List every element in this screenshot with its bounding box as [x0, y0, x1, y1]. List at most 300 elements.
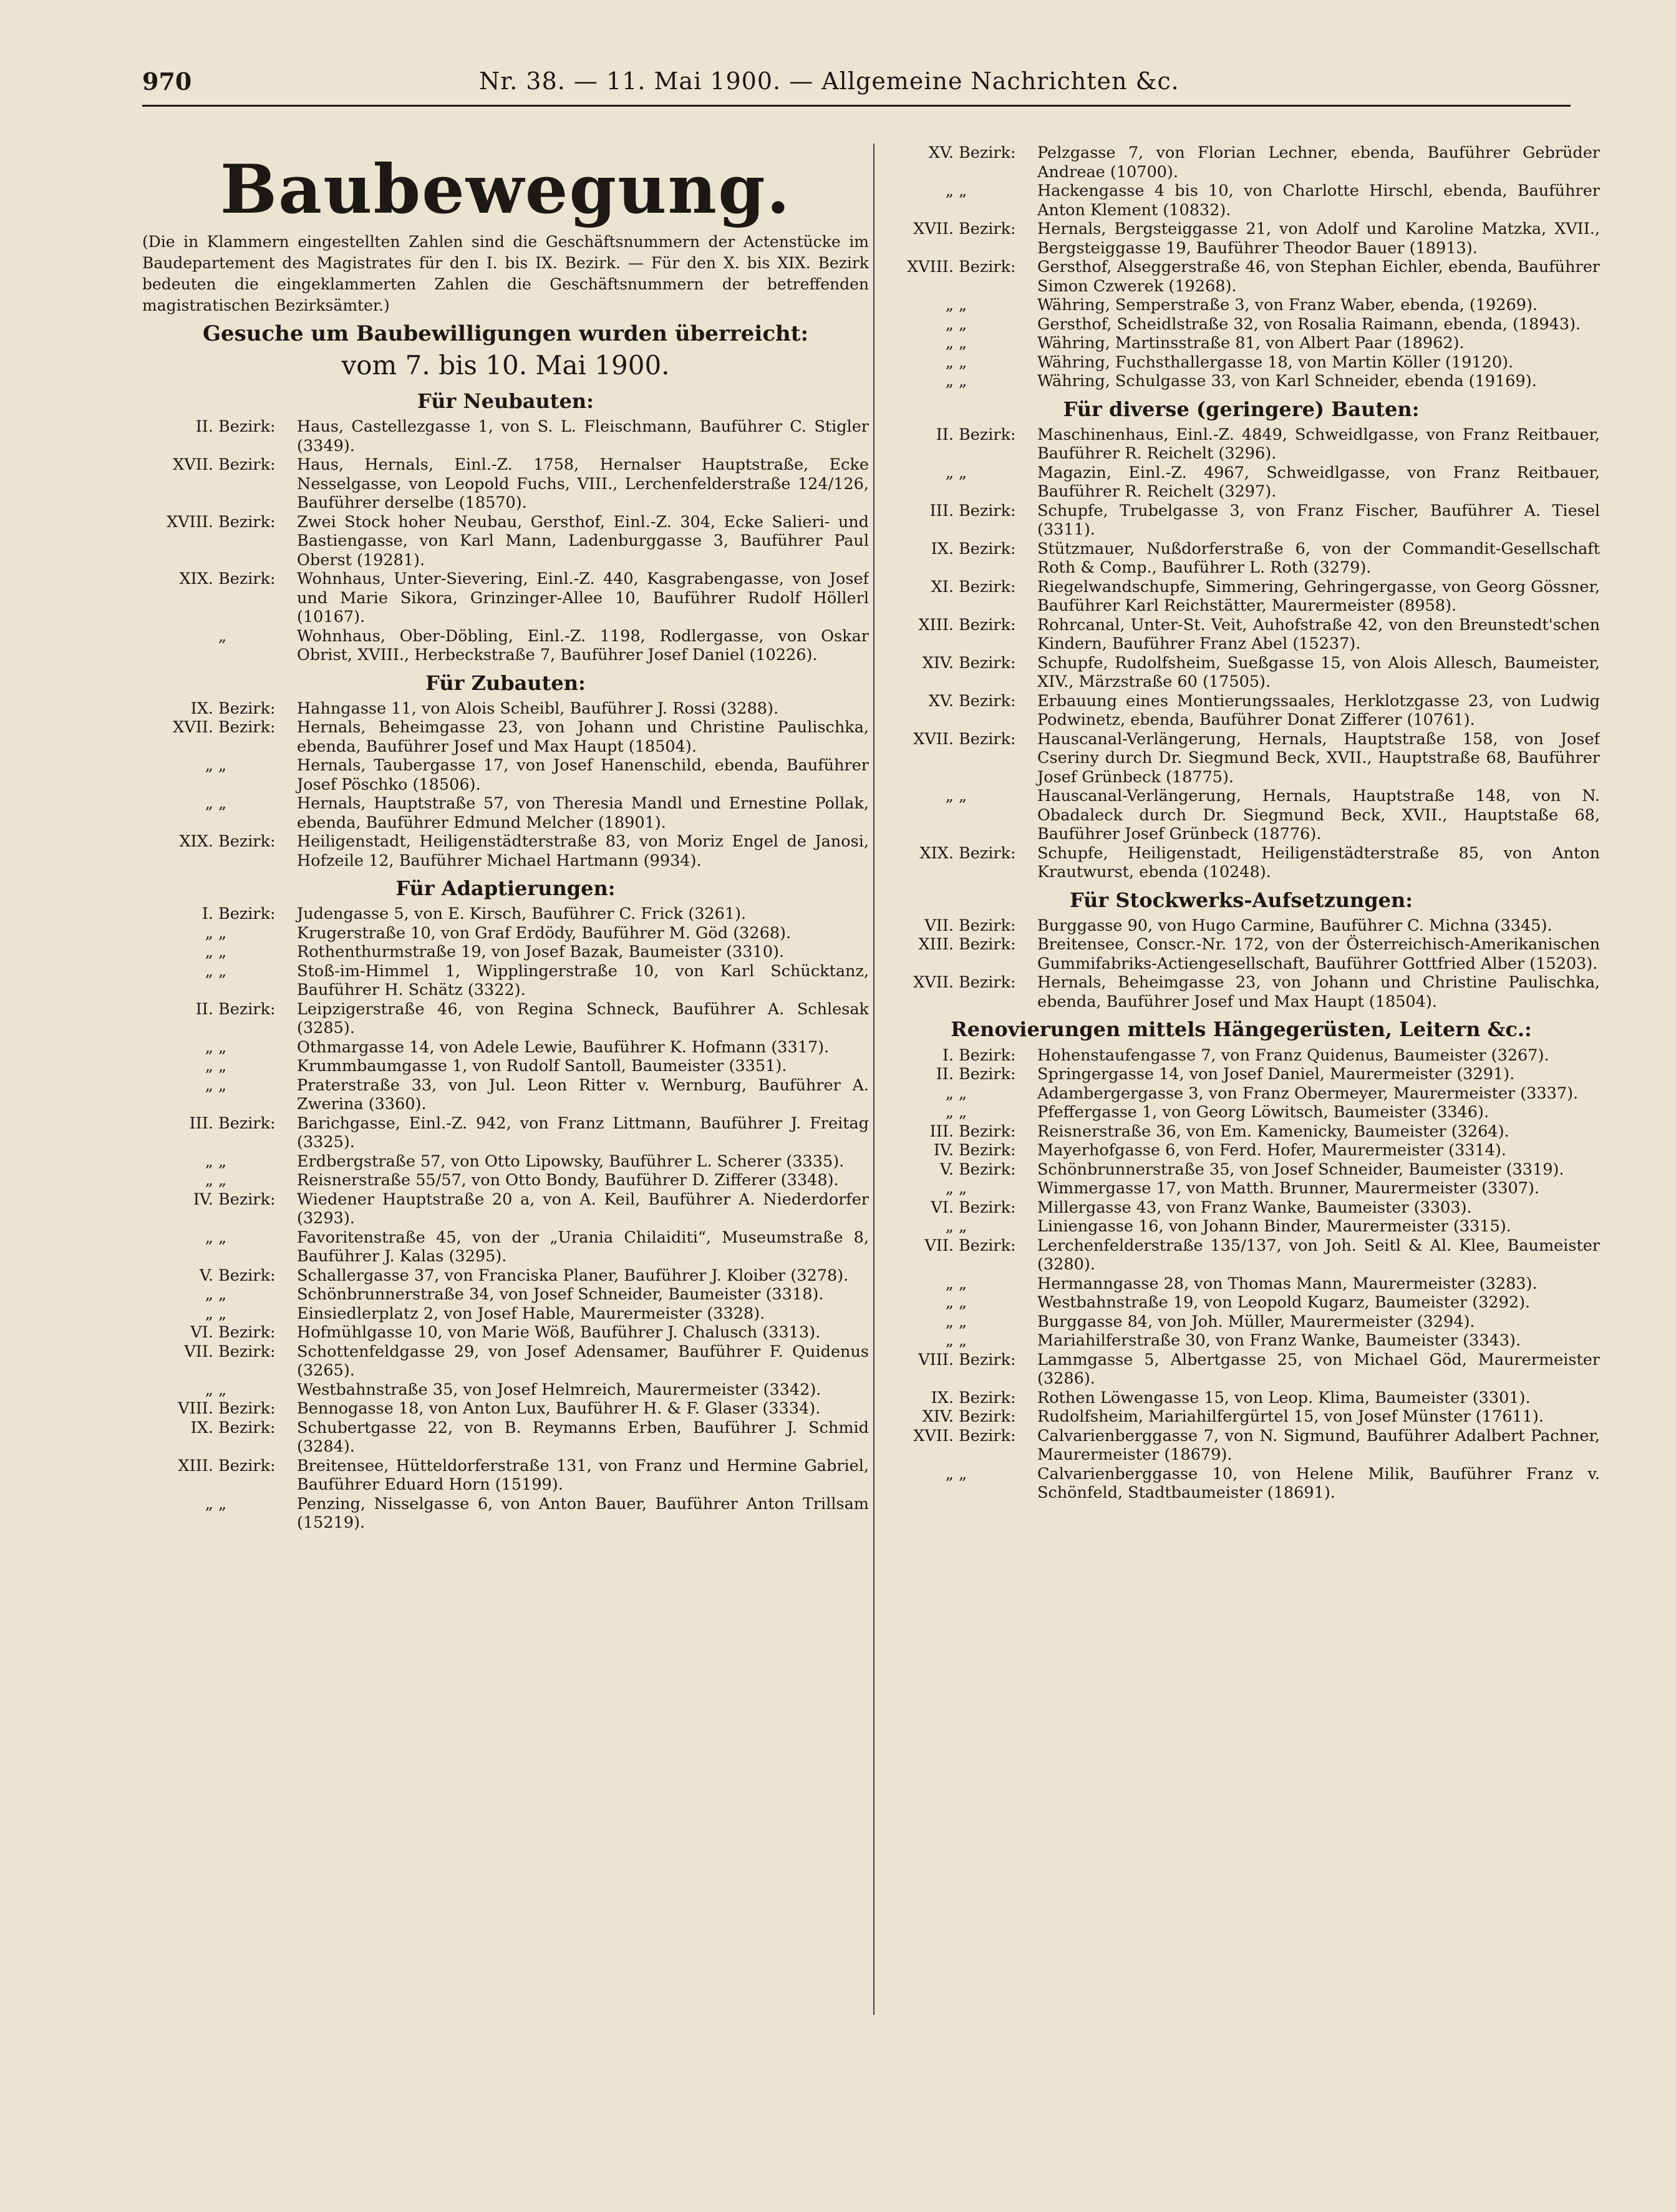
district-word: Bezirk:	[959, 143, 1016, 162]
district-word: Bezirk:	[959, 843, 1016, 863]
entry-label	[883, 1160, 1037, 1180]
district-word: „	[959, 352, 967, 372]
district-number: „	[205, 1304, 213, 1323]
list-entry	[142, 832, 869, 870]
entry-label	[883, 1217, 1037, 1236]
district-number: VIII.	[918, 1350, 954, 1369]
entry-text: Hahngasse 11, von Alois Scheibl, Bauführer J. Rossi (3288).	[297, 699, 779, 718]
list-entry	[883, 973, 1600, 1011]
district-number: „	[205, 794, 213, 813]
district-word: „	[959, 296, 967, 314]
district-number: „	[205, 756, 213, 775]
entry-text: Westbahnstraße 35, von Josef Helmreich, Maurermeister (3342).	[297, 1380, 821, 1399]
district-word: Bezirk:	[218, 1399, 276, 1419]
entry-label	[883, 502, 1037, 540]
district-word: Bezirk:	[959, 425, 1016, 444]
district-word: „	[959, 372, 967, 390]
district-number: „	[945, 314, 954, 334]
district-number: XV.	[928, 691, 954, 711]
district-number: „	[205, 923, 213, 943]
entry-label	[883, 296, 1037, 315]
district-number: „	[945, 1179, 954, 1198]
district-word: „	[959, 787, 967, 806]
district-word: Bezirk:	[218, 1190, 276, 1209]
list-entry	[142, 1419, 869, 1457]
entry-label	[883, 143, 1037, 182]
district-word: „	[218, 1171, 227, 1190]
district-number: VI.	[190, 1323, 213, 1342]
entry-label	[142, 1114, 297, 1152]
entry-label	[142, 627, 297, 665]
right-column	[883, 143, 1600, 2077]
district-word: „	[218, 1380, 227, 1399]
list-entry	[883, 1084, 1600, 1104]
entry-label	[883, 1103, 1037, 1122]
section-heading: Für Stockwerks-Aufsetzungen:	[1069, 888, 1413, 912]
district-number: IX.	[931, 539, 954, 558]
district-number: „	[205, 1057, 213, 1076]
district-number: XVII.	[913, 973, 954, 992]
entry-text: Breitensee, Hütteldorferstraße 131, von Franz und Hermine Gabriel, Bauführer Eduard Horn (15199).	[297, 1456, 869, 1495]
district-word: Bezirk:	[218, 455, 276, 475]
list-entry	[142, 417, 869, 455]
entry-label	[142, 905, 297, 924]
list-entry	[883, 1274, 1600, 1294]
district-word: „	[959, 1217, 967, 1236]
district-number: „	[945, 1103, 954, 1122]
entry-text: Rothen Löwengasse 15, von Leop. Klima, Baumeister (3301).	[1037, 1388, 1531, 1407]
list-entry	[142, 1000, 869, 1038]
entry-text: Gersthof, Alseggerstraße 46, von Stephan Eichler, ebenda, Bauführer Simon Czwerek (19268).	[1037, 258, 1600, 296]
entry-label	[883, 616, 1037, 654]
list-entry	[142, 756, 869, 794]
entry-label	[883, 1198, 1037, 1218]
district-word: Bezirk:	[959, 1141, 1016, 1160]
entry-label	[142, 1285, 297, 1304]
district-number: III.	[189, 1113, 213, 1133]
entry-label	[142, 924, 297, 943]
district-word: Bezirk:	[959, 1160, 1016, 1179]
district-word: Bezirk:	[959, 1388, 1016, 1407]
list-entry	[883, 1389, 1600, 1408]
list-entry	[883, 1236, 1600, 1274]
entry-label	[883, 1293, 1037, 1312]
list-entry	[142, 943, 869, 962]
entry-label	[883, 1084, 1037, 1104]
list-entry	[142, 1323, 869, 1342]
list-entry	[883, 143, 1600, 182]
entry-label	[883, 1274, 1037, 1294]
district-word: „	[218, 1057, 227, 1076]
list-entry	[142, 718, 869, 756]
district-word: Bezirk:	[218, 905, 276, 924]
district-number: VII.	[924, 916, 954, 935]
entry-text: Magazin, Einl.-Z. 4967, Schweidlgasse, von Franz Reitbauer, Bauführer R. Reichelt (3297).	[1037, 463, 1600, 502]
entry-text: Schallergasse 37, von Franciska Planer, Bauführer J. Kloiber (3278).	[297, 1266, 849, 1285]
district-word: Bezirk:	[959, 577, 1016, 596]
entry-text: Hofmühlgasse 10, von Marie Wöß, Bauführer J. Chalusch (3313).	[297, 1323, 821, 1342]
district-word: „	[959, 1274, 967, 1293]
list-entry	[142, 1399, 869, 1419]
entry-label	[142, 756, 297, 794]
district-number: „	[205, 1037, 213, 1057]
entry-text: Pfeffergasse 1, von Georg Löwitsch, Baumeister (3346).	[1037, 1103, 1490, 1122]
list-entry	[142, 513, 869, 570]
entry-text: Calvarienberggasse 7, von N. Sigmund, Bauführer Adalbert Pachner, Maurermeister (18679).	[1037, 1426, 1600, 1465]
district-number: XVII.	[913, 1426, 954, 1445]
district-number: „	[945, 334, 954, 352]
entry-label	[883, 1046, 1037, 1065]
entry-label	[883, 787, 1037, 844]
list-entry	[142, 1304, 869, 1324]
district-number: „	[205, 961, 213, 981]
entry-label	[142, 699, 297, 719]
list-entry	[142, 1285, 869, 1304]
district-number: „	[945, 372, 954, 390]
entry-label	[142, 417, 297, 455]
district-number: „	[205, 1171, 213, 1190]
entry-text: Schupfe, Rudolfsheim, Sueßgasse 15, von Alois Allesch, Baumeister, XIV., Märzstraße 60 (17505).	[1037, 653, 1600, 692]
list-entry	[883, 654, 1600, 692]
entry-label	[883, 1122, 1037, 1142]
entry-label	[883, 654, 1037, 692]
entry-label	[142, 1399, 297, 1419]
entry-text: Adambergergasse 3, von Franz Obermeyer, Maurermeister (3337).	[1037, 1084, 1579, 1103]
district-number: IX.	[190, 1418, 213, 1437]
entry-label	[883, 935, 1037, 973]
entry-label	[883, 1312, 1037, 1332]
entry-text: Schupfe, Trubelgasse 3, von Franz Fischer, Bauführer A. Tiesel (3311).	[1037, 501, 1600, 540]
entry-label	[883, 973, 1037, 1011]
entry-text: Hauscanal-Verlängerung, Hernals, Hauptstraße 148, von N. Obadaleck durch Dr. Siegmund Beck, XVII., Hauptstaße 68, Bauführer Josef Grünbeck (18776).	[1037, 787, 1600, 844]
entry-text: Burggasse 84, von Joh. Müller, Maurermeister (3294).	[1037, 1312, 1475, 1331]
entry-label	[142, 1171, 297, 1190]
list-entry	[883, 1179, 1600, 1198]
section-heading: Für Adaptierungen:	[395, 876, 616, 901]
district-number: IX.	[190, 699, 213, 718]
district-number: IV.	[933, 1141, 954, 1160]
district-number: „	[945, 787, 954, 806]
left-sections	[142, 388, 869, 1533]
district-number: „	[945, 352, 954, 372]
entry-text: Zwei Stock hoher Neubau, Gersthof, Einl.-Z. 304, Ecke Salieri- und Bastiengasse, von Karl Mann, Ladenburggasse 3, Bauführer Paul Oberst (19281).	[297, 512, 869, 570]
entry-label	[142, 570, 297, 627]
list-entry	[883, 578, 1600, 616]
district-word: Bezirk:	[959, 1198, 1016, 1217]
entry-label	[142, 943, 297, 962]
entry-text: Wimmergasse 17, von Matth. Brunner, Maurermeister (3307).	[1037, 1179, 1539, 1198]
list-entry	[883, 353, 1600, 372]
entry-label	[142, 1495, 297, 1533]
district-word: „	[218, 1152, 227, 1171]
district-word: „	[218, 1304, 227, 1323]
district-number: „	[945, 1274, 954, 1293]
list-entry	[142, 1152, 869, 1171]
district-number: VII.	[924, 1236, 954, 1255]
entry-label	[142, 455, 297, 513]
list-entry	[142, 794, 869, 832]
entry-text: Schubertgasse 22, von B. Reymanns Erben, Bauführer J. Schmid (3284).	[297, 1418, 869, 1457]
list-entry	[142, 1457, 869, 1495]
list-entry	[883, 1198, 1600, 1218]
section-heading: Renovierungen mittels Hängegerüsten, Leitern &c.:	[951, 1017, 1532, 1042]
district-word: „	[218, 1285, 227, 1304]
entry-text: Hohenstaufengasse 7, von Franz Quidenus, Baumeister (3267).	[1037, 1045, 1549, 1065]
list-entry	[142, 1228, 869, 1266]
district-number: XIX.	[919, 843, 954, 863]
entry-text: Lerchenfelderstraße 135/137, von Joh. Seitl & Al. Klee, Baumeister (3280).	[1037, 1236, 1600, 1274]
entry-label	[883, 353, 1037, 372]
entry-label	[883, 258, 1037, 296]
entry-text: Hauscanal-Verlängerung, Hernals, Hauptstraße 158, von Josef Cseriny durch Dr. Siegmund Beck, XVII., Hauptstraße 68, Bauführer Josef Grünbeck (18775).	[1037, 729, 1600, 787]
entry-label	[883, 916, 1037, 936]
page-number: 970	[142, 67, 192, 95]
district-number: XVIII.	[907, 258, 954, 276]
list-entry	[883, 540, 1600, 578]
entry-label	[142, 1457, 297, 1495]
entry-label	[883, 372, 1037, 391]
entry-text: Wohnhaus, Unter-Sievering, Einl.-Z. 440, Kasgrabengasse, von Josef und Marie Sikora, Grinzinger-Allee 10, Bauführer Rudolf Höllerl (10167).	[297, 570, 869, 627]
district-number: XIII.	[178, 1456, 213, 1475]
district-number	[142, 627, 218, 665]
section-heading: Für diverse (geringere) Bauten:	[1063, 397, 1420, 421]
district-number: XIX.	[179, 570, 213, 589]
entry-text: Schönbrunnerstraße 34, von Josef Schneider, Baumeister (3318).	[297, 1285, 824, 1304]
list-entry	[142, 1266, 869, 1286]
district-word: Bezirk:	[959, 258, 1016, 276]
list-entry	[142, 1190, 869, 1228]
district-number: XIV.	[922, 653, 954, 672]
entry-label	[142, 1380, 297, 1400]
entry-label	[142, 1057, 297, 1076]
entry-label	[883, 844, 1037, 882]
list-entry	[883, 1065, 1600, 1084]
district-word: Bezirk:	[218, 1113, 276, 1133]
entry-label	[883, 578, 1037, 616]
editorial-note: (Die in Klammern eingestellten Zahlen sind die Geschäftsnummern der Actenstücke im Baudepartement des Magistrates für den I. bis IX. Bezirk. — Für den X. bis XIX. Bezirk bedeuten die eingeklammerten Zahlen die Geschäftsnummern der betreffenden magistratischen Bezirksämter.)	[142, 233, 869, 315]
district-word: Bezirk:	[959, 1426, 1016, 1445]
district-number: XVII.	[173, 718, 213, 737]
entry-text: Einsiedlerplatz 2, von Josef Hable, Maurermeister (3328).	[297, 1304, 765, 1323]
list-entry	[883, 372, 1600, 391]
district-word: „	[959, 182, 967, 200]
entry-text: Praterstraße 33, von Jul. Leon Ritter v. Wernburg, Bauführer A. Zwerina (3360).	[297, 1075, 869, 1114]
district-word: Bezirk:	[959, 501, 1016, 520]
district-word: Bezirk:	[959, 1236, 1016, 1255]
entry-label	[883, 1179, 1037, 1198]
article-title: Baubewegung.	[220, 150, 792, 229]
list-entry	[142, 627, 869, 665]
list-entry	[883, 692, 1600, 730]
list-entry	[883, 258, 1600, 296]
entry-label	[883, 730, 1037, 787]
entry-text: Calvarienberggasse 10, von Helene Milik, Bauführer Franz v. Schönfeld, Stadtbaumeister (18691).	[1037, 1464, 1600, 1503]
district-word: Bezirk:	[218, 1266, 276, 1285]
entry-text: Krugerstraße 10, von Graf Erdödy, Bauführer M. Göd (3268).	[297, 923, 792, 943]
column-divider	[873, 143, 874, 2015]
district-word: „	[218, 1037, 227, 1057]
entry-label	[883, 463, 1037, 502]
entry-text: Hermanngasse 28, von Thomas Mann, Maurermeister (3283).	[1037, 1274, 1538, 1293]
district-word: Bezirk:	[959, 220, 1016, 238]
district-number: „	[205, 1380, 213, 1399]
entry-label	[883, 1236, 1037, 1274]
district-word: „	[959, 463, 967, 482]
entry-text: Barichgasse, Einl.-Z. 942, von Franz Littmann, Bauführer J. Freitag (3325).	[297, 1113, 869, 1152]
list-entry	[883, 463, 1600, 502]
list-entry	[883, 182, 1600, 220]
district-word: „	[218, 961, 227, 981]
district-word: Bezirk:	[959, 691, 1016, 711]
list-entry	[883, 616, 1600, 654]
list-entry	[883, 1293, 1600, 1312]
entry-label	[883, 425, 1037, 463]
entry-text: Währing, Fuchsthallergasse 18, von Martin Köller (19120).	[1037, 352, 1514, 372]
list-entry	[883, 844, 1600, 882]
entry-text: Hernals, Bergsteiggasse 21, von Adolf und Karoline Matzka, XVII., Bergsteiggasse 19, Bauführer Theodor Bauer (18913).	[1037, 220, 1600, 258]
list-entry	[142, 570, 869, 627]
entry-label	[142, 1038, 297, 1057]
entry-text: Riegelwandschupfe, Simmering, Gehringergasse, von Georg Gössner, Bauführer Karl Reichstätter, Maurermeister (8958).	[1037, 577, 1600, 616]
list-entry	[883, 935, 1600, 973]
entry-label	[142, 1266, 297, 1286]
entry-text: Heiligenstadt, Heiligenstädterstraße 83, von Moriz Engel de Janosi, Hofzeile 12, Bauführer Michael Hartmann (9934).	[297, 832, 869, 870]
district-number: V.	[199, 1266, 213, 1285]
district-number: „	[205, 943, 213, 962]
entry-label	[883, 1141, 1037, 1160]
district-number: „	[945, 182, 954, 200]
entry-text: Reisnerstraße 55/57, von Otto Bondy, Bauführer D. Zifferer (3348).	[297, 1171, 839, 1190]
district-number: VI.	[931, 1198, 954, 1217]
district-word: „	[959, 314, 967, 334]
list-entry	[142, 1342, 869, 1380]
district-word: „	[218, 1494, 227, 1513]
list-entry	[883, 502, 1600, 540]
entry-label	[142, 1342, 297, 1380]
district-word: „	[959, 1179, 967, 1198]
district-number: XVII.	[913, 729, 954, 749]
district-word: Bezirk:	[959, 973, 1016, 992]
list-entry	[883, 1465, 1600, 1503]
entry-text: Hernals, Taubergasse 17, von Josef Hanenschild, ebenda, Bauführer Josef Pöschko (18506).	[297, 756, 869, 794]
district-number: I.	[942, 1045, 954, 1065]
district-word: Bezirk:	[218, 1456, 276, 1475]
district-word: Bezirk:	[218, 512, 276, 531]
list-entry	[142, 905, 869, 924]
district-number: II.	[936, 425, 954, 444]
entry-text: Mayerhofgasse 6, von Ferd. Hofer, Maurermeister (3314).	[1037, 1141, 1506, 1160]
district-word: Bezirk:	[959, 1045, 1016, 1065]
district-word: Bezirk:	[959, 935, 1016, 954]
district-word: Bezirk:	[218, 699, 276, 718]
district-word: „	[218, 794, 227, 813]
list-entry	[142, 1114, 869, 1152]
entry-text: Bennogasse 18, von Anton Lux, Bauführer H. & F. Glaser (3334).	[297, 1399, 821, 1419]
district-word: Bezirk:	[218, 1323, 276, 1342]
district-word: „	[218, 1075, 227, 1095]
entry-label	[883, 1331, 1037, 1351]
entry-label	[883, 182, 1037, 220]
district-number: II.	[195, 999, 213, 1019]
entry-label	[142, 1304, 297, 1324]
district-word: Bezirk:	[218, 417, 276, 437]
district-number: „	[945, 463, 954, 482]
district-word: „	[959, 1331, 967, 1351]
district-number: III.	[929, 1122, 954, 1141]
district-number: „	[205, 1075, 213, 1095]
entry-label	[883, 334, 1037, 353]
entry-label	[883, 1351, 1037, 1389]
list-entry	[883, 334, 1600, 353]
list-entry	[142, 699, 869, 719]
dateline: vom 7. bis 10. Mai 1900.	[341, 350, 670, 381]
entry-label	[883, 1407, 1037, 1427]
district-number: „	[205, 1228, 213, 1247]
list-entry	[142, 962, 869, 1000]
list-entry	[883, 1122, 1600, 1142]
entry-text: Hernals, Beheimgasse 23, von Johann und Christine Paulischka, ebenda, Bauführer Josef und Max Haupt (18504).	[297, 718, 869, 756]
list-entry	[883, 1312, 1600, 1332]
district-number: „	[205, 1152, 213, 1171]
district-number: III.	[929, 501, 954, 520]
district-word: Bezirk:	[959, 539, 1016, 558]
district-number: „	[945, 1331, 954, 1351]
entry-text: Reisnerstraße 36, von Em. Kamenicky, Baumeister (3264).	[1037, 1122, 1509, 1141]
entry-text: Wiedener Hauptstraße 20 a, von A. Keil, Bauführer A. Niederdorfer (3293).	[297, 1190, 869, 1228]
entry-text: Pelzgasse 7, von Florian Lechner, ebenda, Bauführer Gebrüder Andreae (10700).	[1037, 143, 1600, 182]
district-word: Bezirk:	[959, 653, 1016, 672]
district-word: Bezirk:	[959, 729, 1016, 749]
district-word: Bezirk:	[218, 832, 276, 851]
header-rule	[142, 105, 1571, 107]
district-number: IX.	[931, 1388, 954, 1407]
district-number: „	[945, 1293, 954, 1312]
district-word: Bezirk:	[959, 1407, 1016, 1427]
district-word: Bezirk:	[218, 999, 276, 1019]
district-word: „	[959, 1084, 967, 1103]
district-word: „	[218, 626, 227, 646]
list-entry	[142, 924, 869, 943]
entry-text: Haus, Castellezgasse 1, von S. L. Fleischmann, Bauführer C. Stigler (3349).	[297, 417, 869, 455]
entry-text: Haus, Hernals, Einl.-Z. 1758, Hernalser Hauptstraße, Ecke Nesselgasse, von Leopold Fuchs, VIII., Lerchenfelderstraße 124/126, Bauführer derselbe (18570).	[297, 455, 869, 513]
entry-text: Leipzigerstraße 46, von Regina Schneck, Bauführer A. Schlesak (3285).	[297, 999, 869, 1038]
entry-label	[142, 832, 297, 870]
entry-text: Penzing, Nisselgasse 6, von Anton Bauer, Bauführer Anton Trillsam (15219).	[297, 1494, 869, 1533]
entry-text: Stützmauer, Nußdorferstraße 6, von der Commandit-Gesellschaft Roth & Comp., Bauführer L. Roth (3279).	[1037, 539, 1600, 578]
entry-text: Schupfe, Heiligenstadt, Heiligenstädterstraße 85, von Anton Krautwurst, ebenda (10248).	[1037, 843, 1600, 882]
entry-text: Lammgasse 5, Albertgasse 25, von Michael Göd, Maurermeister (3286).	[1037, 1350, 1600, 1389]
list-entry	[883, 425, 1600, 463]
list-entry	[883, 1351, 1600, 1389]
district-word: „	[959, 1312, 967, 1331]
district-number: „	[945, 1312, 954, 1331]
section-heading: Für Neubauten:	[417, 389, 594, 413]
entry-label	[883, 1389, 1037, 1408]
entry-text: Westbahnstraße 19, von Leopold Kugarz, Baumeister (3292).	[1037, 1293, 1531, 1312]
entry-text: Rudolfsheim, Mariahilfergürtel 15, von Josef Münster (17611).	[1037, 1407, 1544, 1427]
subheading: Gesuche um Baubewilligungen wurden überreicht:	[203, 321, 808, 347]
district-number: II.	[936, 1065, 954, 1084]
district-number: VII.	[184, 1342, 213, 1361]
list-entry	[883, 787, 1600, 844]
entry-label	[142, 1076, 297, 1114]
district-word: Bezirk:	[959, 916, 1016, 935]
entry-text: Maschinenhaus, Einl.-Z. 4849, Schweidlgasse, von Franz Reitbauer, Bauführer R. Reichelt (3296).	[1037, 425, 1600, 463]
list-entry	[883, 1217, 1600, 1236]
list-entry	[883, 1103, 1600, 1122]
district-number: XIII.	[918, 615, 954, 634]
entry-text: Währing, Martinsstraße 81, von Albert Paar (18962).	[1037, 334, 1465, 352]
